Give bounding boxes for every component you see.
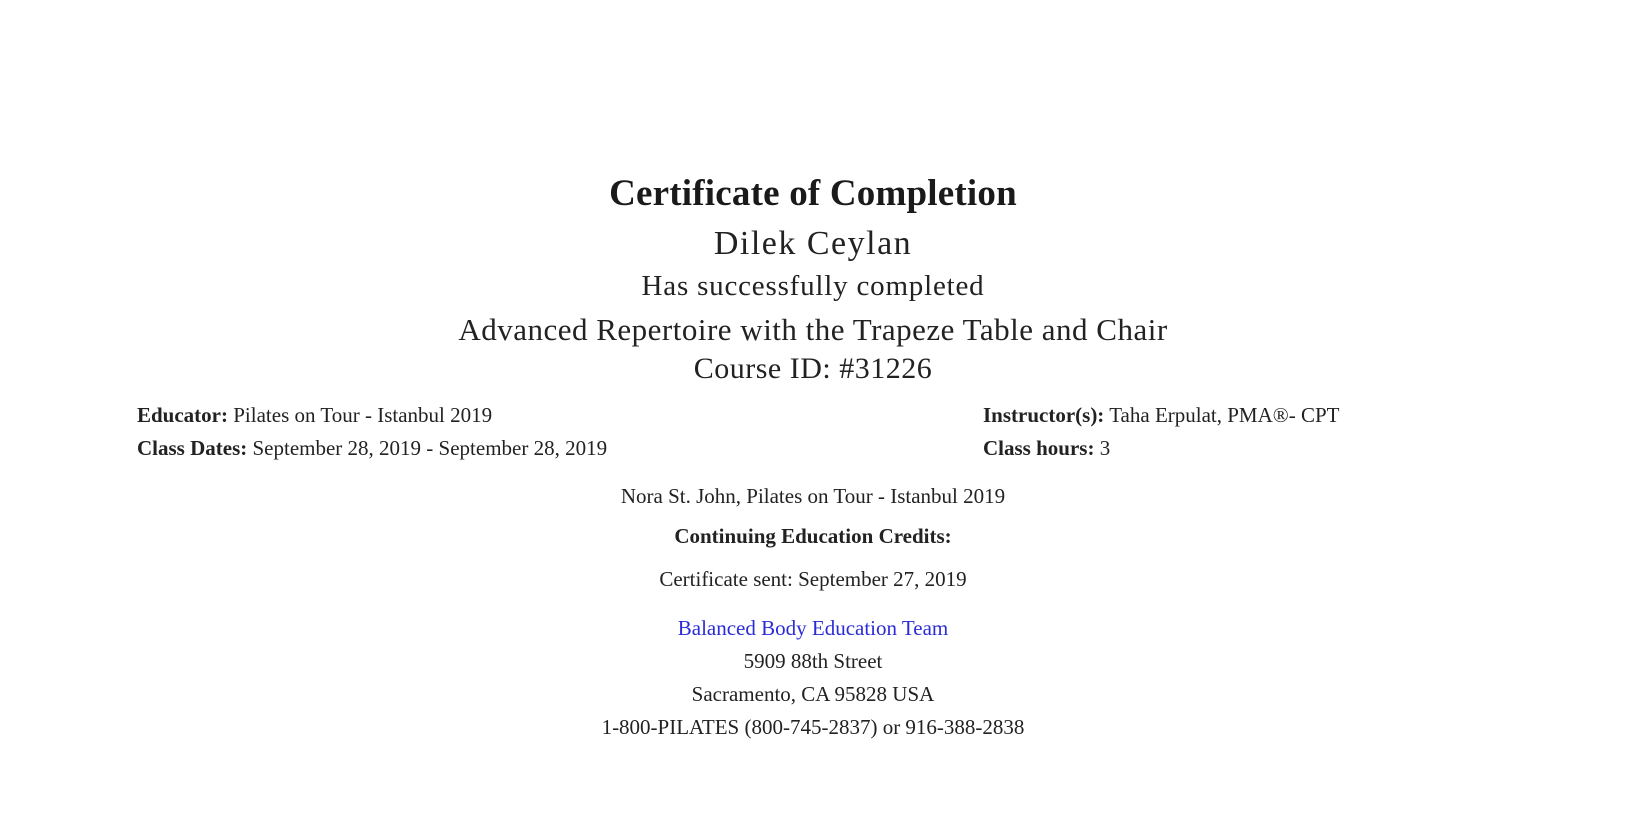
educator-row	[137, 399, 607, 432]
class-dates-value: September 28, 2019 - September 28, 2019	[252, 436, 608, 460]
educator-label: Educator:	[137, 403, 228, 427]
course-id: Course ID: #31226	[693, 352, 933, 385]
class-dates-row	[137, 432, 607, 465]
phone-numbers: 1-800-PILATES (800-745-2837) or 916-388-2838	[601, 715, 1025, 739]
educator-value: Pilates on Tour - Istanbul 2019	[233, 403, 493, 427]
education-team-link[interactable]: Balanced Body Education Team	[677, 616, 949, 640]
certificate-sent-date: Certificate sent: September 27, 2019	[659, 567, 967, 591]
recipient-name: Dilek Ceylan	[713, 225, 913, 262]
details-right-column	[983, 399, 1339, 465]
details-left-column	[137, 399, 607, 465]
signer-name: Nora St. John, Pilates on Tour - Istanbul 2019	[620, 484, 1006, 508]
address-line-2: Sacramento, CA 95828 USA	[691, 682, 935, 706]
certificate-title: Certificate of Completion	[609, 173, 1017, 214]
completion-statement: Has successfully completed	[641, 270, 985, 302]
instructors-value: Taha Erpulat, PMA®- CPT	[1109, 403, 1340, 427]
address-line-1: 5909 88th Street	[743, 649, 883, 673]
class-dates-label: Class Dates:	[137, 436, 248, 460]
course-name: Advanced Repertoire with the Trapeze Table and Chair	[458, 312, 1168, 347]
class-hours-row	[983, 432, 1339, 465]
instructors-row	[983, 399, 1339, 432]
class-hours-label: Class hours:	[983, 436, 1095, 460]
ce-credits-label: Continuing Education Credits:	[674, 524, 952, 548]
class-hours-value: 3	[1099, 436, 1111, 460]
instructors-label: Instructor(s):	[983, 403, 1105, 427]
